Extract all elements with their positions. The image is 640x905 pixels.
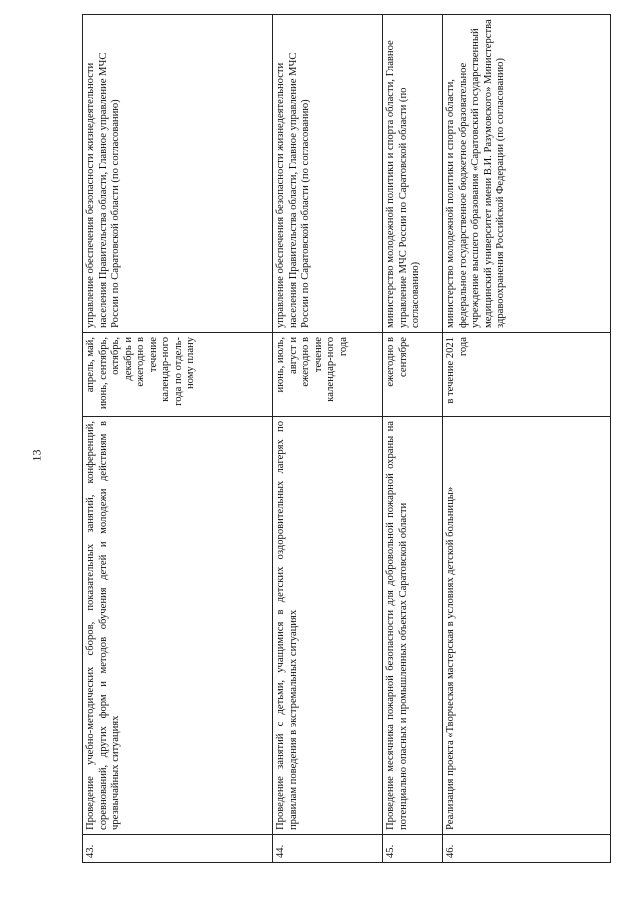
row-number: 43. [83,835,273,863]
event-description: Реализация проекта «Творческая мастерская в условиях детской больницы» [443,417,611,835]
event-term: в течение 2021 года [443,333,611,417]
event-term: июнь, июль, август и ежегодно в течение календар-ного года [273,333,383,417]
row-number: 44. [273,835,383,863]
event-executor: министерство молодежной политики и спорта области, Главное управление МЧС России по Саратовской области (по согласованию) [383,15,443,333]
page-number: 13 [29,449,44,462]
event-executor: министерство молодежной политики и спорта области, федеральное государственное бюджетное образовательное учреждение высшего образования «Саратовский государственный медицинский университет имени В.И. Разумовского» Министерства здравоохранения Российской Федерации (по согласованию) [443,15,611,333]
table-row [83,15,273,863]
row-number: 46. [443,835,611,863]
event-term: апрель, май, июнь, сентябрь, октябрь, декабрь и ежегодно в течение календар-ного года по отдель-ному плану [83,333,273,417]
row-number: 45. [383,835,443,863]
event-executor: управление обеспечения безопасности жизнедеятельности населения Правительства области, Главное управление МЧС России по Саратовской области (по согласованию) [83,15,273,333]
table-row [273,15,383,863]
event-term: ежегодно в сентябре [383,333,443,417]
event-description: Проведение месячника пожарной безопасности для добровольной пожарной охраны на потенциально опасных и промышленных объектах Саратовской области [383,417,443,835]
table-row [383,15,443,863]
events-table [82,14,611,863]
table-row [443,15,611,863]
event-description: Проведение учебно-методических сборов, показательных занятий, конференций, соревнований, других форм и методов обучения детей и молодежи действиям в чрезвычайных ситуациях [83,417,273,835]
event-description: Проведение занятий с детьми, учащимися в детских оздоровительных лагерях по правилам поведения в экстремальных ситуациях [273,417,383,835]
event-executor: управление обеспечения безопасности жизнедеятельности населения Правительства области, Главное управление МЧС России по Саратовской области (по согласованию) [273,15,383,333]
rotated-table-container [82,15,610,863]
